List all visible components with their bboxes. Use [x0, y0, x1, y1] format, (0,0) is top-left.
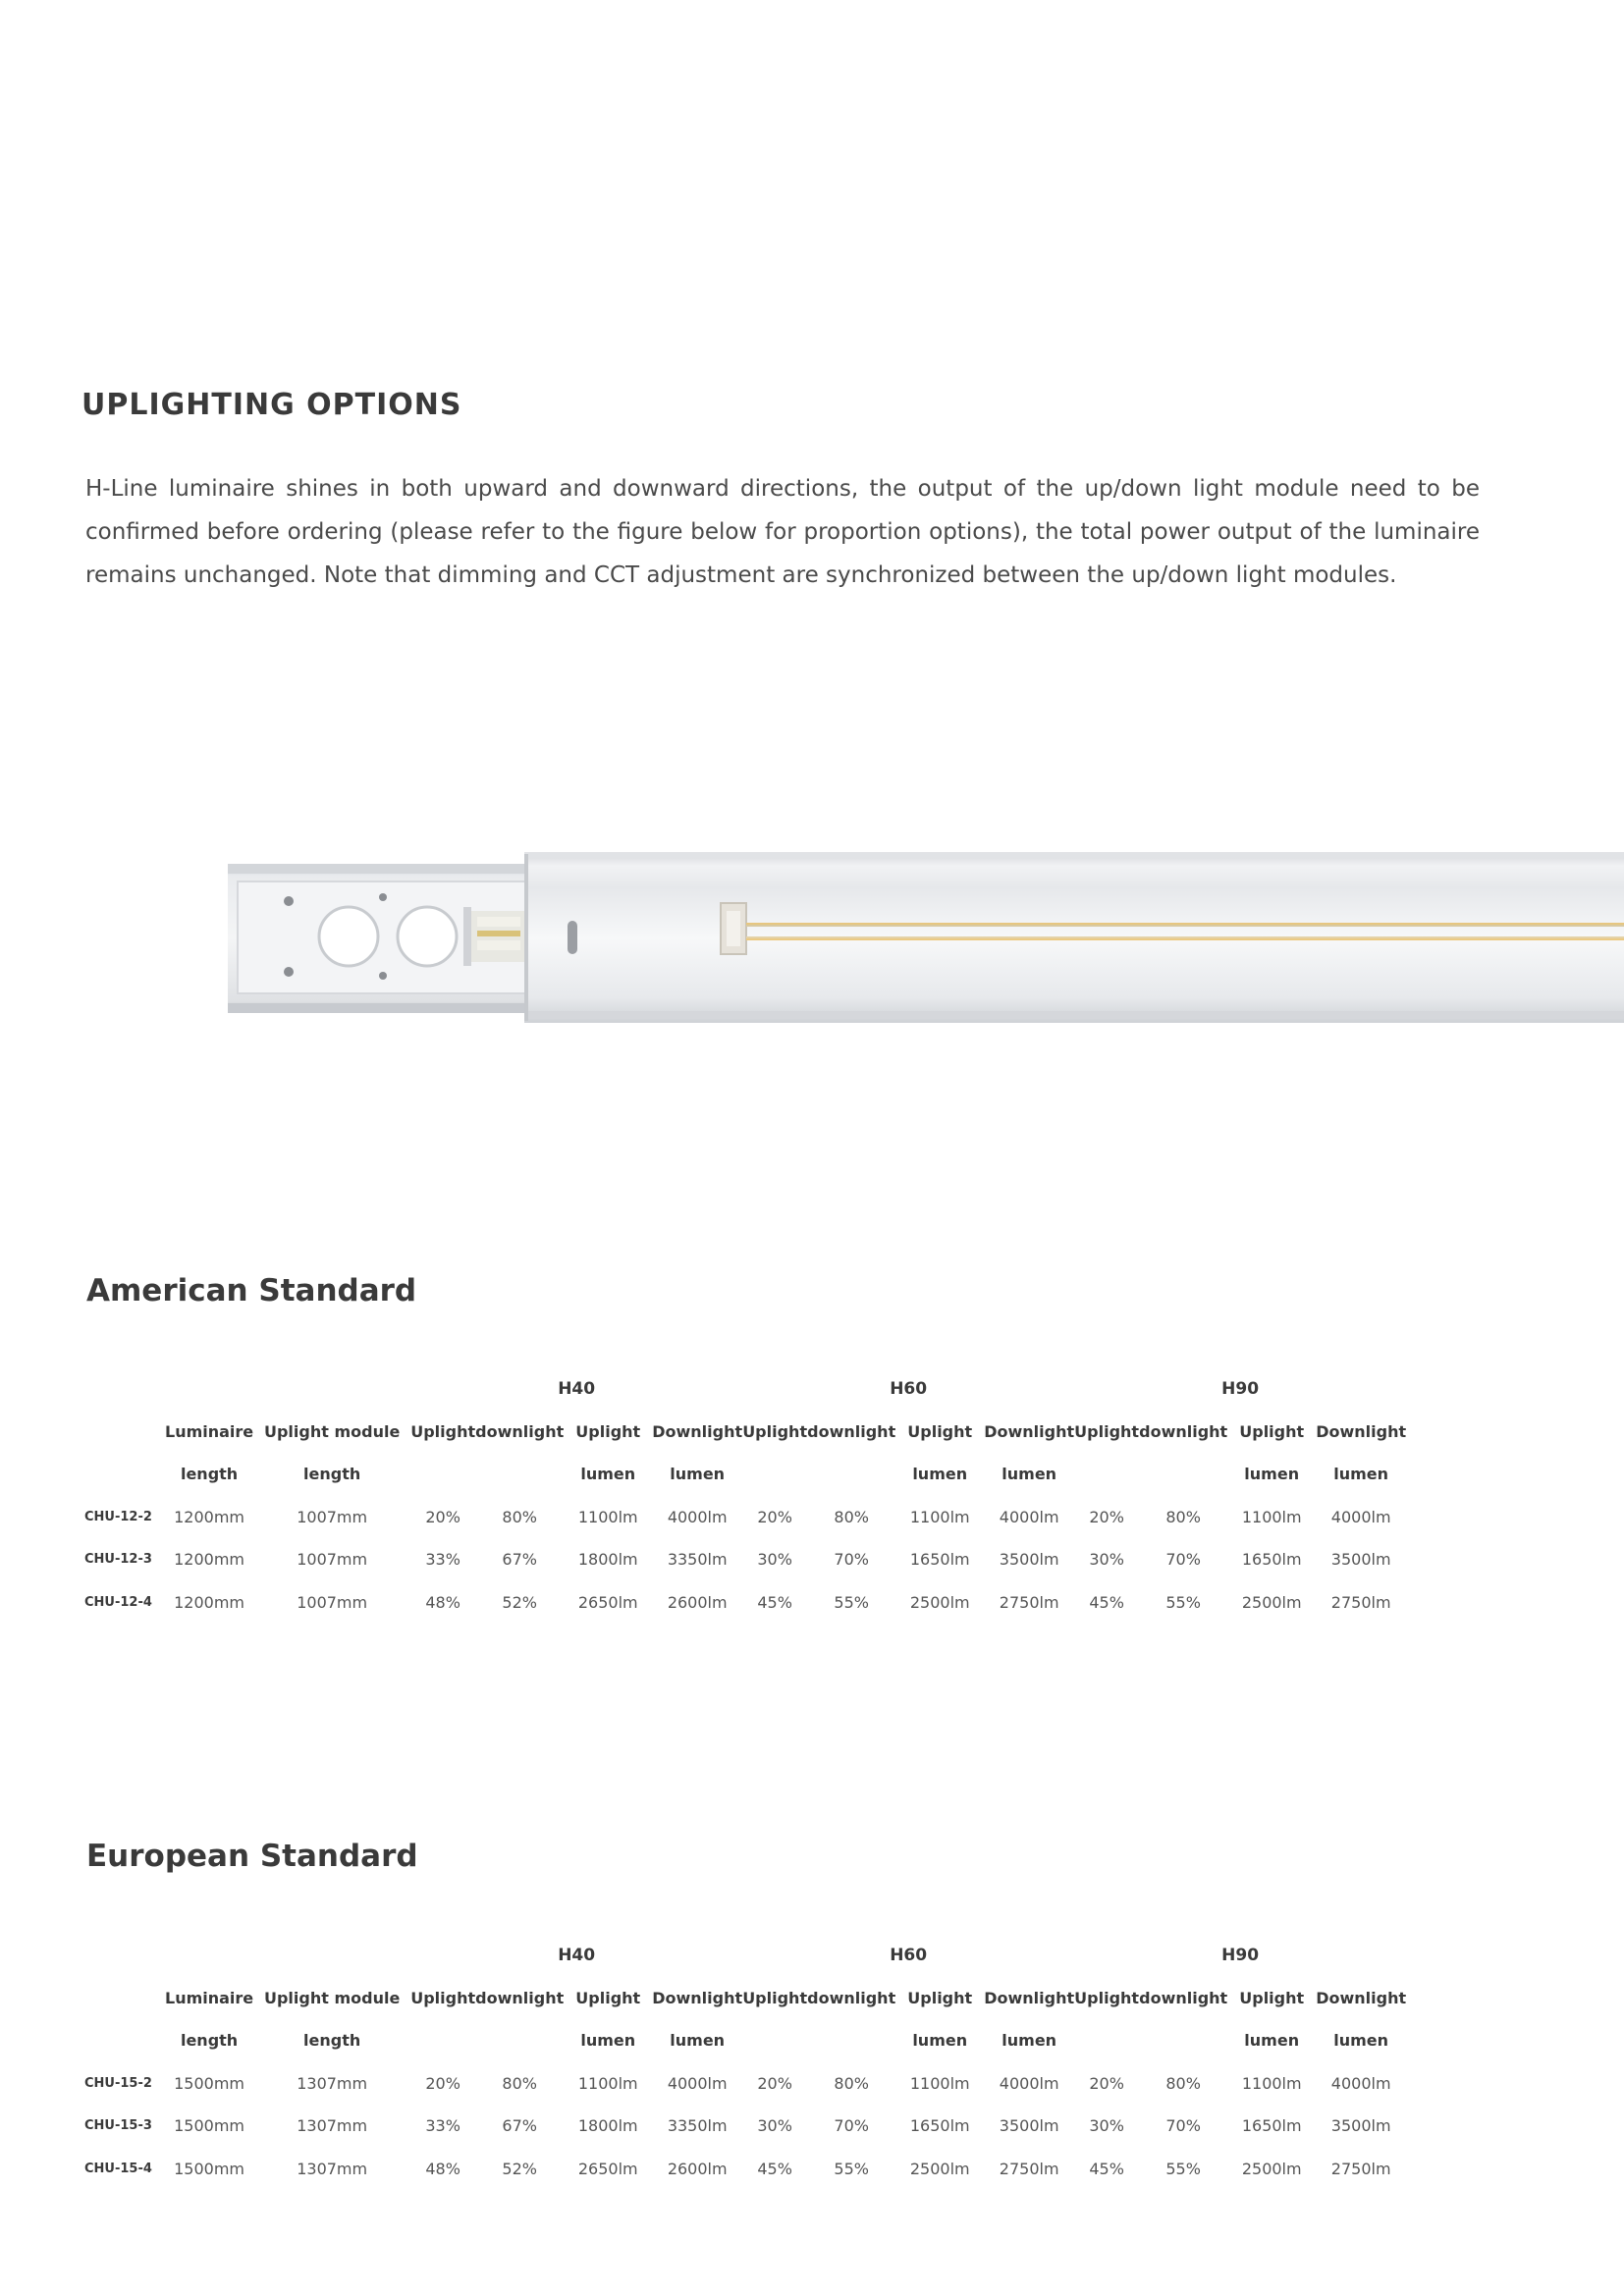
downlight-percent: 80%	[502, 2073, 537, 2093]
col-downlight-lumen: Downlight	[984, 1988, 1075, 2007]
uplight-lumen: 1100lm	[577, 1507, 638, 1526]
module-length: 1007mm	[297, 1507, 368, 1526]
american-standard-table	[79, 1367, 1406, 1624]
col-uplight-lumen: Uplight	[1239, 1421, 1305, 1441]
uplight-lumen: 2650lm	[577, 2159, 638, 2178]
col-downlight-lumen: Downlight	[1316, 1421, 1407, 1441]
col-uplight-lumen: Uplight	[575, 1988, 641, 2007]
group-h90: H90	[1221, 1945, 1260, 1965]
model-code: CHU-12-3	[84, 1552, 152, 1568]
group-header-row	[79, 1367, 1406, 1411]
downlight-lumen: 3350lm	[667, 2116, 728, 2136]
model-code: CHU-15-4	[84, 2161, 152, 2176]
col-downlight: downlight	[1139, 1421, 1228, 1441]
uplight-percent: 48%	[425, 1592, 460, 1612]
col-uplight-lumen: Uplight	[575, 1421, 641, 1441]
downlight-percent: 80%	[1165, 1507, 1201, 1526]
uplight-lumen: 1100lm	[1241, 1507, 1302, 1526]
col-uplight-lumen-2: lumen	[1244, 1465, 1300, 1484]
uplight-lumen: 1650lm	[1241, 1550, 1302, 1570]
uplight-percent: 20%	[1089, 2073, 1124, 2093]
uplight-percent: 45%	[757, 2159, 792, 2178]
col-downlight-lumen: Downlight	[1316, 1988, 1407, 2007]
module-length: 1307mm	[297, 2116, 368, 2136]
group-h60: H60	[890, 1378, 928, 1399]
downlight-percent: 70%	[834, 1550, 869, 1570]
downlight-lumen: 2600lm	[667, 1592, 728, 1612]
module-length: 1007mm	[297, 1592, 368, 1612]
intro-paragraph: H-Line luminaire shines in both upward and downward directions, the output of the up/down light module need to be confirmed before ordering (please refer to the figure below for proportion options), the total power output of the luminaire remains unchanged. Note that dimming and CCT adjustment are synchronized between the up/down light modules.	[85, 476, 1480, 588]
luminaire-length: 1200mm	[174, 1592, 245, 1612]
uplight-lumen: 1650lm	[909, 2116, 970, 2136]
col-uplight: Uplight	[742, 1988, 808, 2007]
group-h60: H60	[890, 1945, 928, 1965]
downlight-percent: 80%	[834, 1507, 869, 1526]
col-downlight-lumen-2: lumen	[1001, 2031, 1057, 2051]
uplight-percent: 33%	[425, 1550, 460, 1570]
col-downlight-lumen-2: lumen	[1333, 2031, 1389, 2051]
uplight-lumen: 2500lm	[1241, 2159, 1302, 2178]
downlight-lumen: 4000lm	[999, 2073, 1059, 2093]
col-uplight-lumen-2: lumen	[580, 2031, 636, 2051]
uplight-percent: 20%	[757, 2073, 792, 2093]
uplight-lumen: 2500lm	[1241, 1592, 1302, 1612]
downlight-lumen: 2750lm	[999, 2159, 1059, 2178]
col-downlight-lumen-2: lumen	[1001, 1465, 1057, 1484]
uplight-percent: 33%	[425, 2116, 460, 2136]
downlight-percent: 52%	[502, 2159, 537, 2178]
uplight-lumen: 1650lm	[1241, 2116, 1302, 2136]
downlight-percent: 80%	[502, 1507, 537, 1526]
table-row	[79, 1581, 1406, 1625]
col-downlight: downlight	[1139, 1988, 1228, 2007]
downlight-lumen: 2750lm	[999, 1592, 1059, 1612]
uplight-percent: 45%	[1089, 1592, 1124, 1612]
uplight-percent: 20%	[757, 1507, 792, 1526]
uplight-lumen: 1800lm	[577, 1550, 638, 1570]
downlight-lumen: 3500lm	[1330, 1550, 1391, 1570]
downlight-lumen: 3500lm	[999, 2116, 1059, 2136]
downlight-percent: 70%	[834, 2116, 869, 2136]
col-uplight-lumen-2: lumen	[580, 1465, 636, 1484]
downlight-lumen: 4000lm	[1330, 2073, 1391, 2093]
uplight-percent: 20%	[425, 2073, 460, 2093]
downlight-percent: 55%	[1165, 2159, 1201, 2178]
model-code: CHU-15-2	[84, 2075, 152, 2091]
col-uplight-lumen: Uplight	[907, 1988, 973, 2007]
downlight-lumen: 2750lm	[1330, 1592, 1391, 1612]
downlight-percent: 55%	[1165, 1592, 1201, 1612]
downlight-percent: 67%	[502, 1550, 537, 1570]
col-downlight: downlight	[807, 1988, 896, 2007]
downlight-lumen: 3500lm	[999, 1550, 1059, 1570]
uplight-percent: 30%	[757, 1550, 792, 1570]
downlight-percent: 67%	[502, 2116, 537, 2136]
uplight-percent: 45%	[757, 1592, 792, 1612]
group-h40: H40	[558, 1945, 596, 1965]
module-length: 1007mm	[297, 1550, 368, 1570]
col-uplight: Uplight	[1074, 1988, 1140, 2007]
group-header-row	[79, 1934, 1406, 1977]
col-downlight-lumen: Downlight	[652, 1421, 743, 1441]
luminaire-length: 1500mm	[174, 2116, 245, 2136]
col-downlight: downlight	[807, 1421, 896, 1441]
col-downlight: downlight	[475, 1421, 565, 1441]
col-uplight: Uplight	[410, 1988, 476, 2007]
downlight-percent: 70%	[1165, 1550, 1201, 1570]
uplight-lumen: 2650lm	[577, 1592, 638, 1612]
col-uplight: Uplight	[1074, 1421, 1140, 1441]
col-downlight-lumen: Downlight	[652, 1988, 743, 2007]
downlight-lumen: 2750lm	[1330, 2159, 1391, 2178]
uplight-percent: 20%	[425, 1507, 460, 1526]
table-row	[79, 2062, 1406, 2106]
downlight-percent: 55%	[834, 2159, 869, 2178]
page-title: UPLIGHTING OPTIONS	[81, 388, 462, 422]
luminaire-length: 1500mm	[174, 2073, 245, 2093]
american-standard-title: American Standard	[86, 1273, 417, 1308]
uplight-percent: 30%	[1089, 1550, 1124, 1570]
luminaire-length: 1500mm	[174, 2159, 245, 2178]
downlight-percent: 80%	[1165, 2073, 1201, 2093]
model-code: CHU-12-4	[84, 1594, 152, 1610]
downlight-lumen: 4000lm	[667, 2073, 728, 2093]
luminaire-length: 1200mm	[174, 1550, 245, 1570]
col-downlight-lumen-2: lumen	[1333, 1465, 1389, 1484]
col-luminaire-length-2: length	[180, 1465, 239, 1484]
col-uplight-lumen-2: lumen	[1244, 2031, 1300, 2051]
luminaire-length: 1200mm	[174, 1507, 245, 1526]
col-downlight: downlight	[475, 1988, 565, 2007]
uplight-percent: 30%	[1089, 2116, 1124, 2136]
uplight-lumen: 1100lm	[1241, 2073, 1302, 2093]
group-h40: H40	[558, 1378, 596, 1399]
col-uplight-lumen: Uplight	[907, 1421, 973, 1441]
model-code: CHU-12-2	[84, 1509, 152, 1524]
col-uplight-lumen: Uplight	[1239, 1988, 1305, 2007]
table-row	[79, 2148, 1406, 2191]
col-uplight-lumen-2: lumen	[912, 1465, 968, 1484]
downlight-lumen: 4000lm	[1330, 1507, 1391, 1526]
luminaire-product-image	[228, 846, 1624, 1023]
downlight-lumen: 3350lm	[667, 1550, 728, 1570]
uplight-lumen: 1800lm	[577, 2116, 638, 2136]
col-luminaire-length: Luminaire	[165, 1988, 254, 2007]
uplight-percent: 45%	[1089, 2159, 1124, 2178]
module-length: 1307mm	[297, 2159, 368, 2178]
uplight-percent: 30%	[757, 2116, 792, 2136]
table-row	[79, 1538, 1406, 1581]
col-uplight-module-length-2: length	[303, 1465, 361, 1484]
downlight-lumen: 4000lm	[999, 1507, 1059, 1526]
col-luminaire-length-2: length	[180, 2031, 239, 2051]
european-standard-table	[79, 1934, 1406, 2190]
downlight-lumen: 4000lm	[667, 1507, 728, 1526]
column-header-row-2	[79, 2019, 1406, 2062]
downlight-percent: 80%	[834, 2073, 869, 2093]
uplight-lumen: 2500lm	[909, 1592, 970, 1612]
group-h90: H90	[1221, 1378, 1260, 1399]
module-length: 1307mm	[297, 2073, 368, 2093]
uplight-lumen: 2500lm	[909, 2159, 970, 2178]
col-uplight-lumen-2: lumen	[912, 2031, 968, 2051]
uplight-lumen: 1100lm	[909, 2073, 970, 2093]
col-uplight: Uplight	[410, 1421, 476, 1441]
table-row	[79, 2105, 1406, 2148]
col-downlight-lumen: Downlight	[984, 1421, 1075, 1441]
uplight-percent: 48%	[425, 2159, 460, 2178]
col-luminaire-length: Luminaire	[165, 1421, 254, 1441]
downlight-lumen: 2600lm	[667, 2159, 728, 2178]
column-header-row	[79, 1411, 1406, 1454]
uplight-lumen: 1100lm	[577, 2073, 638, 2093]
column-header-row	[79, 1977, 1406, 2020]
uplight-percent: 20%	[1089, 1507, 1124, 1526]
col-downlight-lumen-2: lumen	[670, 2031, 726, 2051]
downlight-lumen: 3500lm	[1330, 2116, 1391, 2136]
downlight-percent: 70%	[1165, 2116, 1201, 2136]
col-uplight-module-length: Uplight module	[263, 1988, 401, 2007]
model-code: CHU-15-3	[84, 2118, 152, 2134]
col-uplight-module-length-2: length	[303, 2031, 361, 2051]
downlight-percent: 52%	[502, 1592, 537, 1612]
col-uplight-module-length: Uplight module	[263, 1421, 401, 1441]
column-header-row-2	[79, 1453, 1406, 1496]
european-standard-title: European Standard	[86, 1839, 418, 1874]
uplight-lumen: 1650lm	[909, 1550, 970, 1570]
table-row	[79, 1496, 1406, 1539]
uplight-lumen: 1100lm	[909, 1507, 970, 1526]
downlight-percent: 55%	[834, 1592, 869, 1612]
col-downlight-lumen-2: lumen	[670, 1465, 726, 1484]
col-uplight: Uplight	[742, 1421, 808, 1441]
